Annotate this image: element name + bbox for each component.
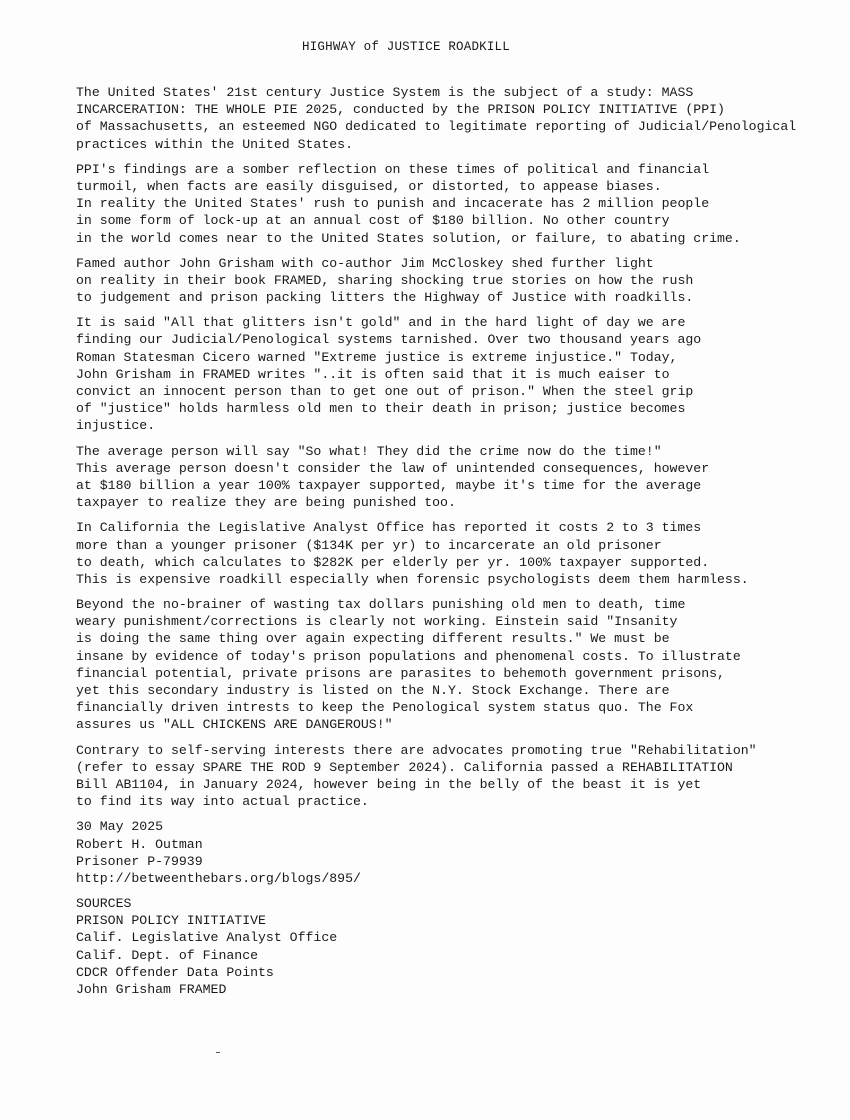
paragraph-line: In California the Legislative Analyst Office has reported it costs 2 to 3 times [76,520,702,536]
paragraph-line: to death, which calculates to $282K per elderly per yr. 100% taxpayer supported. [76,554,710,570]
paragraph-line: Contrary to self-serving interests there are advocates promoting true "Rehabilitation" [76,742,757,758]
signature-url: http://betweenthebars.org/blogs/895/ [76,870,361,886]
sources-list [76,912,846,998]
paragraph-line: Famed author John Grisham with co-author Jim McCloskey shed further light [76,255,654,271]
paragraph [76,84,846,153]
paragraph-line: Beyond the no-brainer of wasting tax dollars punishing old men to death, time [76,597,686,613]
paragraph-line: injustice. [76,418,156,434]
paragraph-line: The United States' 21st century Justice System is the subject of a study: MASS [76,85,694,100]
paragraph-line: Bill AB1104, in January 2024, however being in the belly of the beast it is yet [76,776,702,792]
paragraph-line: is doing the same thing over again expecting different results." We must be [76,631,670,647]
signature-author: Robert H. Outman [76,836,203,852]
paragraph-line: PPI's findings are a somber reflection on these times of political and financial [76,161,710,177]
signature-date: 30 May 2025 [76,819,164,835]
paragraph-line: turmoil, when facts are easily disguised, or distorted, to appease biases. [76,178,662,194]
paragraph-line: finding our Judicial/Penological systems tarnished. Over two thousand years ago [76,332,702,348]
paragraph-line: to judgement and prison packing litters the Highway of Justice with roadkills. [76,290,694,306]
paragraph-line: weary punishment/corrections is clearly not working. Einstein said "Insanity [76,614,678,630]
source-item: PRISON POLICY INITIATIVE [76,913,266,929]
paragraph-line: convict an innocent person than to get one out of prison." When the steel grip [76,384,694,399]
document-body [76,84,846,1006]
sources-block [76,895,846,998]
paragraph [76,443,846,512]
paragraph [76,161,846,247]
paragraph [76,742,846,811]
source-item: John Grisham FRAMED [76,982,227,997]
paragraph-line: Roman Statesman Cicero warned "Extreme justice is extreme injustice." Today, [76,349,678,365]
paragraph-line: John Grisham in FRAMED writes "..it is often said that it is much eaiser to [76,366,670,382]
paragraph-line: of Massachusetts, an esteemed NGO dedicated to legitimate reporting of Judicial/Penological [76,119,797,135]
paragraph-line: (refer to essay SPARE THE ROD 9 September 2024). California passed a REHABILITATION [76,759,733,775]
paragraph-line: practices within the United States. [76,136,353,152]
document-title: HIGHWAY of JUSTICE ROADKILL [302,40,510,54]
signature-block [76,818,846,887]
paragraph-line: financial potential, private prisons are parasites to behemoth government prisons, [76,665,725,681]
paragraph-line: in the world comes near to the United States solution, or failure, to abating crime. [76,230,741,246]
signature-prisoner-id: Prisoner P-79939 [76,853,203,869]
paragraph-line: yet this secondary industry is listed on the N.Y. Stock Exchange. There are [76,683,670,698]
source-item: Calif. Legislative Analyst Office [76,930,338,946]
paragraph-line: This is expensive roadkill especially when forensic psychologists deem them harmless. [76,571,749,587]
paragraph [76,255,846,307]
paragraph-line: assures us "ALL CHICKENS ARE DANGEROUS!" [76,717,393,733]
paragraph-line: The average person will say "So what! They did the crime now do the time!" [76,443,662,459]
paragraph-line: on reality in their book FRAMED, sharing shocking true stories on how the rush [76,272,694,288]
paragraph-line: insane by evidence of today's prison populations and phenomenal costs. To illustrate [76,648,741,664]
paragraph-line: of "justice" holds harmless old men to their death in prison; justice becomes [76,401,686,417]
paragraph [76,596,846,734]
paragraph [76,519,846,588]
paragraph-line: This average person doesn't consider the law of unintended consequences, however [76,460,710,476]
scan-mark [216,1052,220,1053]
paragraph-line: at $180 billion a year 100% taxpayer supported, maybe it's time for the average [76,477,702,493]
paragraph-line: in some form of lock-up at an annual cost of $180 billion. No other country [76,213,670,229]
paragraph-list [76,84,846,810]
paragraph-line: to find its way into actual practice. [76,794,369,810]
paragraph-line: more than a younger prisoner ($134K per yr) to incarcerate an old prisoner [76,537,662,553]
sources-heading: SOURCES [76,896,132,912]
paragraph-line: taxpayer to realize they are being punished too. [76,495,456,511]
paragraph-line: financially driven intrests to keep the Penological system status quo. The Fox [76,700,694,716]
paragraph-line: It is said "All that glitters isn't gold" and in the hard light of day we are [76,315,686,331]
source-item: CDCR Offender Data Points [76,964,274,980]
paragraph-line: In reality the United States' rush to punish and incacerate has 2 million people [76,196,710,212]
paragraph [76,314,846,434]
source-item: Calif. Dept. of Finance [76,947,259,963]
paragraph-line: INCARCERATION: THE WHOLE PIE 2025, conducted by the PRISON POLICY INITIATIVE (PPI) [76,102,725,118]
